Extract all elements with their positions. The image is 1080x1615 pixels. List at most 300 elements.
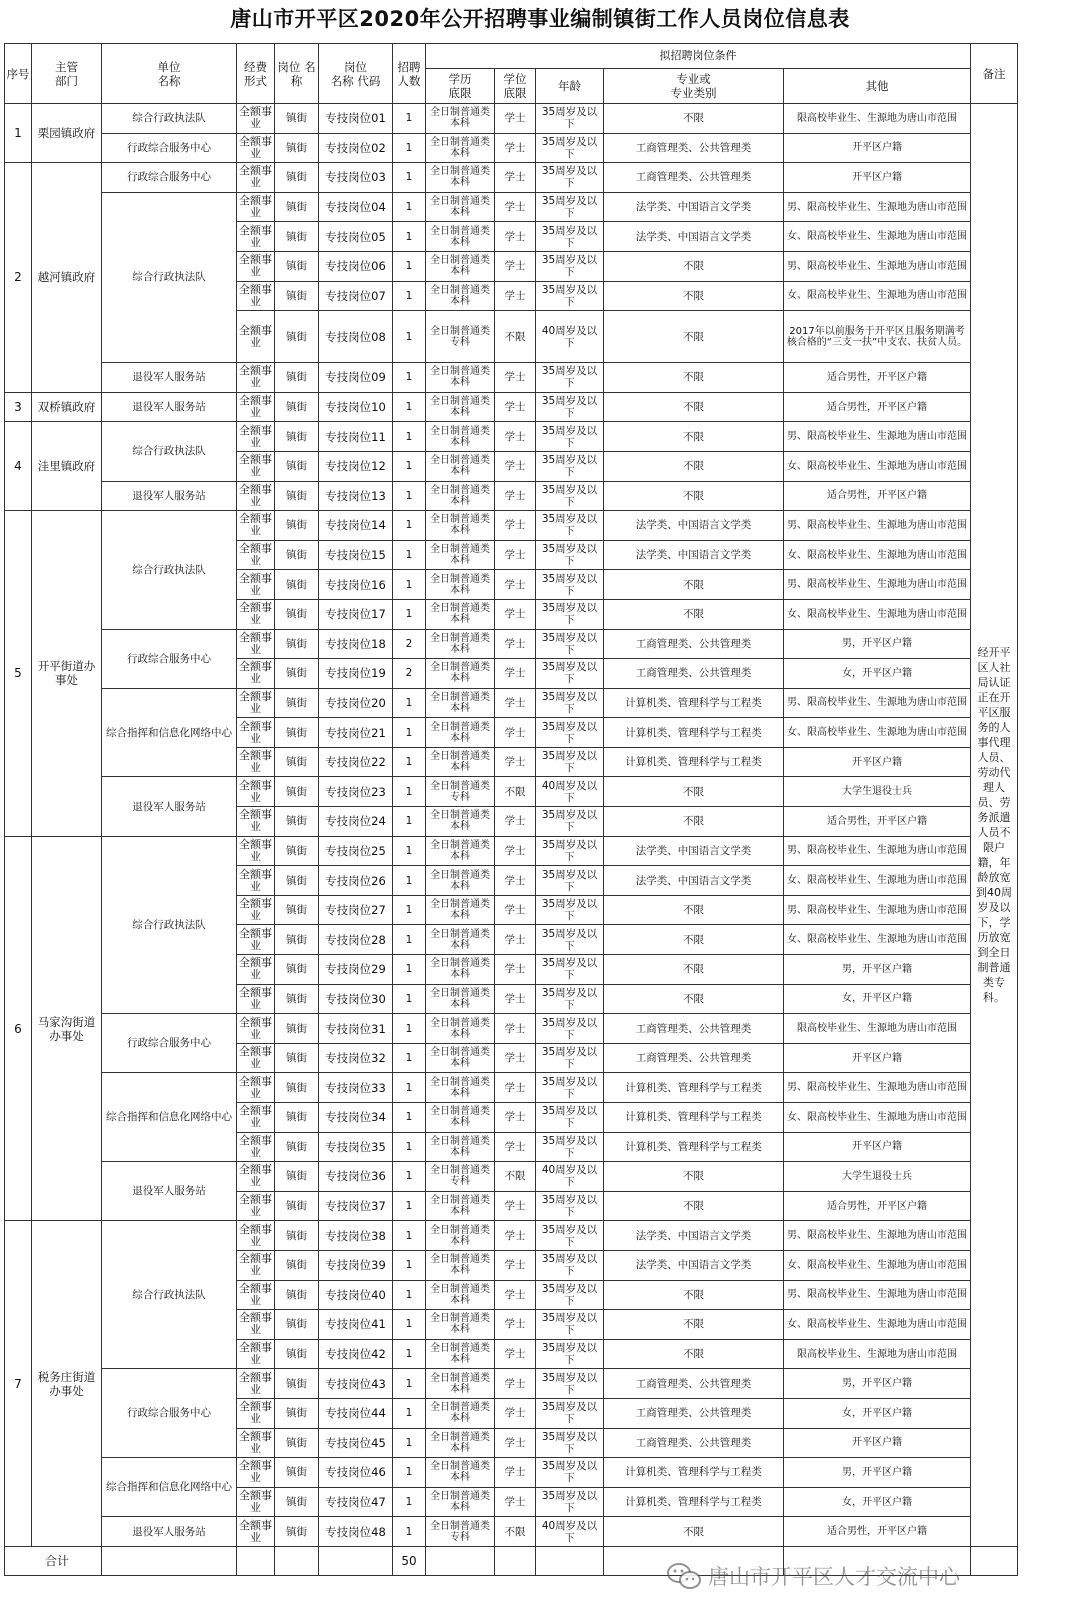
row-post-name: 镇街 bbox=[275, 807, 319, 837]
row-count: 2 bbox=[393, 629, 426, 659]
table-row bbox=[5, 777, 1018, 807]
row-post-code: 专技岗位02 bbox=[319, 133, 393, 163]
row-major: 工商管理类、公共管理类 bbox=[604, 133, 784, 163]
row-other: 2017年以前服务于开平区且服务期满考核合格的“三支一扶”中支农、扶贫人员。 bbox=[784, 311, 971, 363]
header-unit-text: 单位 名称 bbox=[157, 59, 181, 88]
row-edu: 全日制普通类本科 bbox=[426, 807, 495, 837]
row-degree: 学士 bbox=[495, 163, 536, 193]
row-other: 男、限高校毕业生、生源地为唐山市范围 bbox=[784, 251, 971, 281]
row-post-code: 专技岗位31 bbox=[319, 1014, 393, 1044]
row-funding: 全额事业 bbox=[237, 1250, 275, 1280]
row-unit: 行政综合服务中心 bbox=[102, 163, 237, 193]
row-post-name: 镇街 bbox=[275, 1428, 319, 1458]
row-degree: 学士 bbox=[495, 1487, 536, 1517]
row-post-name: 镇街 bbox=[275, 659, 319, 689]
row-degree: 学士 bbox=[495, 718, 536, 748]
table-row bbox=[5, 629, 1018, 659]
table-row bbox=[5, 1458, 1018, 1488]
row-unit: 行政综合服务中心 bbox=[102, 629, 237, 688]
table-row bbox=[5, 1221, 1018, 1251]
table-row bbox=[5, 836, 1018, 866]
row-major: 不限 bbox=[604, 955, 784, 985]
row-age: 35周岁及以下 bbox=[536, 1339, 604, 1369]
row-post-name: 镇街 bbox=[275, 192, 319, 222]
row-edu: 全日制普通类专科 bbox=[426, 1162, 495, 1192]
row-major: 计算机类、管理科学与工程类 bbox=[604, 747, 784, 777]
row-age: 35周岁及以下 bbox=[536, 984, 604, 1014]
row-other: 适合男性，开平区户籍 bbox=[784, 1191, 971, 1221]
row-age: 35周岁及以下 bbox=[536, 1369, 604, 1399]
header-degree-text: 学位 底限 bbox=[503, 72, 527, 100]
row-edu: 全日制普通类本科 bbox=[426, 1428, 495, 1458]
row-seq: 3 bbox=[5, 392, 32, 422]
row-age: 35周岁及以下 bbox=[536, 104, 604, 134]
row-major: 法学类、中国语言文学类 bbox=[604, 511, 784, 541]
row-degree: 学士 bbox=[495, 1014, 536, 1044]
row-post-name: 镇街 bbox=[275, 1250, 319, 1280]
row-degree: 学士 bbox=[495, 1339, 536, 1369]
row-age: 35周岁及以下 bbox=[536, 955, 604, 985]
row-other: 男、限高校毕业生、生源地为唐山市范围 bbox=[784, 1073, 971, 1103]
row-edu: 全日制普通类本科 bbox=[426, 895, 495, 925]
row-post-name: 镇街 bbox=[275, 511, 319, 541]
table-row bbox=[5, 688, 1018, 718]
row-edu: 全日制普通类本科 bbox=[426, 1014, 495, 1044]
row-major: 不限 bbox=[604, 570, 784, 600]
row-unit: 综合行政执法队 bbox=[102, 511, 237, 629]
row-post-name: 镇街 bbox=[275, 1339, 319, 1369]
row-major: 工商管理类、公共管理类 bbox=[604, 163, 784, 193]
row-major: 不限 bbox=[604, 1191, 784, 1221]
remark-cell bbox=[971, 104, 1018, 1547]
row-major: 不限 bbox=[604, 451, 784, 481]
row-major: 不限 bbox=[604, 807, 784, 837]
row-post-code: 专技岗位15 bbox=[319, 540, 393, 570]
row-edu: 全日制普通类本科 bbox=[426, 1339, 495, 1369]
row-degree: 学士 bbox=[495, 192, 536, 222]
row-major: 法学类、中国语言文学类 bbox=[604, 222, 784, 252]
row-age: 35周岁及以下 bbox=[536, 688, 604, 718]
row-unit: 综合行政执法队 bbox=[102, 422, 237, 481]
row-count: 1 bbox=[393, 1339, 426, 1369]
row-post-name: 镇街 bbox=[275, 866, 319, 896]
row-major: 计算机类、管理科学与工程类 bbox=[604, 1132, 784, 1162]
table-row bbox=[5, 1517, 1018, 1547]
row-other: 适合男性，开平区户籍 bbox=[784, 363, 971, 393]
row-count: 1 bbox=[393, 1250, 426, 1280]
row-degree: 学士 bbox=[495, 540, 536, 570]
row-post-code: 专技岗位36 bbox=[319, 1162, 393, 1192]
header-edu-text: 学历 底限 bbox=[448, 72, 472, 100]
total-empty-cell bbox=[102, 1546, 237, 1575]
row-age: 35周岁及以下 bbox=[536, 511, 604, 541]
row-degree: 学士 bbox=[495, 1428, 536, 1458]
row-edu: 全日制普通类本科 bbox=[426, 251, 495, 281]
row-count: 1 bbox=[393, 777, 426, 807]
row-unit: 行政综合服务中心 bbox=[102, 133, 237, 163]
table-row bbox=[5, 104, 1018, 134]
row-count: 1 bbox=[393, 1162, 426, 1192]
row-count: 1 bbox=[393, 1398, 426, 1428]
row-post-code: 专技岗位19 bbox=[319, 659, 393, 689]
row-edu: 全日制普通类本科 bbox=[426, 422, 495, 452]
row-other: 男，开平区户籍 bbox=[784, 955, 971, 985]
row-post-code: 专技岗位39 bbox=[319, 1250, 393, 1280]
row-degree: 学士 bbox=[495, 836, 536, 866]
row-edu: 全日制普通类本科 bbox=[426, 281, 495, 311]
row-funding: 全额事业 bbox=[237, 1517, 275, 1547]
row-post-code: 专技岗位20 bbox=[319, 688, 393, 718]
row-seq: 5 bbox=[5, 511, 32, 837]
row-other: 女，开平区户籍 bbox=[784, 659, 971, 689]
row-major: 不限 bbox=[604, 1517, 784, 1547]
row-funding: 全额事业 bbox=[237, 925, 275, 955]
row-edu: 全日制普通类本科 bbox=[426, 192, 495, 222]
table-row bbox=[5, 1162, 1018, 1192]
row-major: 不限 bbox=[604, 1310, 784, 1340]
row-post-name: 镇街 bbox=[275, 1103, 319, 1133]
row-edu: 全日制普通类本科 bbox=[426, 1487, 495, 1517]
row-other: 男、限高校毕业生、生源地为唐山市范围 bbox=[784, 895, 971, 925]
row-post-code: 专技岗位38 bbox=[319, 1221, 393, 1251]
row-funding: 全额事业 bbox=[237, 1487, 275, 1517]
row-post-code: 专技岗位16 bbox=[319, 570, 393, 600]
row-post-name: 镇街 bbox=[275, 133, 319, 163]
header-major-text: 专业或 专业类别 bbox=[670, 72, 717, 100]
row-post-name: 镇街 bbox=[275, 1369, 319, 1399]
header-degree bbox=[495, 69, 536, 104]
row-degree: 学士 bbox=[495, 1132, 536, 1162]
row-age: 40周岁及以下 bbox=[536, 1517, 604, 1547]
total-empty-cell bbox=[495, 1546, 536, 1575]
header-dept bbox=[32, 44, 102, 104]
row-count: 1 bbox=[393, 481, 426, 511]
row-post-code: 专技岗位24 bbox=[319, 807, 393, 837]
row-post-name: 镇街 bbox=[275, 1310, 319, 1340]
row-edu: 全日制普通类专科 bbox=[426, 777, 495, 807]
row-unit: 综合指挥和信息化网络中心 bbox=[102, 1073, 237, 1162]
row-other: 女、限高校毕业生、生源地为唐山市范围 bbox=[784, 1310, 971, 1340]
row-age: 35周岁及以下 bbox=[536, 1428, 604, 1458]
row-other: 开平区户籍 bbox=[784, 1043, 971, 1073]
row-age: 35周岁及以下 bbox=[536, 163, 604, 193]
row-other: 适合男性，开平区户籍 bbox=[784, 807, 971, 837]
row-other: 女、限高校毕业生、生源地为唐山市范围 bbox=[784, 1250, 971, 1280]
row-post-name: 镇街 bbox=[275, 1162, 319, 1192]
row-other: 女，开平区户籍 bbox=[784, 1487, 971, 1517]
wechat-icon bbox=[666, 1561, 702, 1591]
table-row bbox=[5, 422, 1018, 452]
row-post-name: 镇街 bbox=[275, 895, 319, 925]
row-degree: 学士 bbox=[495, 422, 536, 452]
row-age: 35周岁及以下 bbox=[536, 718, 604, 748]
row-count: 1 bbox=[393, 1280, 426, 1310]
header-post-name bbox=[275, 44, 319, 104]
row-degree: 学士 bbox=[495, 747, 536, 777]
row-edu: 全日制普通类本科 bbox=[426, 599, 495, 629]
row-other: 开平区户籍 bbox=[784, 163, 971, 193]
row-post-code: 专技岗位21 bbox=[319, 718, 393, 748]
row-degree: 学士 bbox=[495, 570, 536, 600]
row-other: 女、限高校毕业生、生源地为唐山市范围 bbox=[784, 718, 971, 748]
row-other: 适合男性，开平区户籍 bbox=[784, 481, 971, 511]
row-major: 不限 bbox=[604, 422, 784, 452]
row-edu: 全日制普通类本科 bbox=[426, 1280, 495, 1310]
row-other: 女、限高校毕业生、生源地为唐山市范围 bbox=[784, 866, 971, 896]
row-age: 40周岁及以下 bbox=[536, 1162, 604, 1192]
row-age: 35周岁及以下 bbox=[536, 1103, 604, 1133]
row-degree: 学士 bbox=[495, 659, 536, 689]
row-age: 35周岁及以下 bbox=[536, 866, 604, 896]
row-post-code: 专技岗位17 bbox=[319, 599, 393, 629]
recruitment-table bbox=[4, 43, 1018, 1576]
row-age: 35周岁及以下 bbox=[536, 1014, 604, 1044]
row-count: 1 bbox=[393, 955, 426, 985]
total-count: 50 bbox=[393, 1546, 426, 1575]
row-degree: 学士 bbox=[495, 1043, 536, 1073]
row-count: 1 bbox=[393, 1517, 426, 1547]
row-seq: 4 bbox=[5, 422, 32, 511]
row-post-code: 专技岗位09 bbox=[319, 363, 393, 393]
row-major: 不限 bbox=[604, 363, 784, 393]
row-post-name: 镇街 bbox=[275, 251, 319, 281]
row-funding: 全额事业 bbox=[237, 1191, 275, 1221]
header-funding bbox=[237, 44, 275, 104]
row-edu: 全日制普通类本科 bbox=[426, 629, 495, 659]
row-edu: 全日制普通类本科 bbox=[426, 688, 495, 718]
row-count: 1 bbox=[393, 807, 426, 837]
row-age: 35周岁及以下 bbox=[536, 222, 604, 252]
row-funding: 全额事业 bbox=[237, 392, 275, 422]
row-post-name: 镇街 bbox=[275, 599, 319, 629]
row-post-name: 镇街 bbox=[275, 1073, 319, 1103]
row-age: 35周岁及以下 bbox=[536, 1310, 604, 1340]
row-degree: 不限 bbox=[495, 1162, 536, 1192]
row-post-code: 专技岗位45 bbox=[319, 1428, 393, 1458]
row-funding: 全额事业 bbox=[237, 807, 275, 837]
row-edu: 全日制普通类本科 bbox=[426, 1221, 495, 1251]
row-post-name: 镇街 bbox=[275, 984, 319, 1014]
row-degree: 学士 bbox=[495, 1073, 536, 1103]
row-edu: 全日制普通类本科 bbox=[426, 451, 495, 481]
row-age: 35周岁及以下 bbox=[536, 925, 604, 955]
row-count: 1 bbox=[393, 363, 426, 393]
row-post-code: 专技岗位28 bbox=[319, 925, 393, 955]
header-unit bbox=[102, 44, 237, 104]
row-post-code: 专技岗位06 bbox=[319, 251, 393, 281]
row-other: 女、限高校毕业生、生源地为唐山市范围 bbox=[784, 451, 971, 481]
row-age: 40周岁及以下 bbox=[536, 777, 604, 807]
row-funding: 全额事业 bbox=[237, 363, 275, 393]
row-major: 不限 bbox=[604, 1339, 784, 1369]
row-post-name: 镇街 bbox=[275, 570, 319, 600]
row-funding: 全额事业 bbox=[237, 629, 275, 659]
row-funding: 全额事业 bbox=[237, 1103, 275, 1133]
row-major: 计算机类、管理科学与工程类 bbox=[604, 688, 784, 718]
row-post-name: 镇街 bbox=[275, 422, 319, 452]
row-post-code: 专技岗位11 bbox=[319, 422, 393, 452]
row-post-name: 镇街 bbox=[275, 1517, 319, 1547]
row-post-name: 镇街 bbox=[275, 747, 319, 777]
row-funding: 全额事业 bbox=[237, 1458, 275, 1488]
row-funding: 全额事业 bbox=[237, 866, 275, 896]
row-count: 1 bbox=[393, 895, 426, 925]
row-major: 工商管理类、公共管理类 bbox=[604, 659, 784, 689]
row-funding: 全额事业 bbox=[237, 599, 275, 629]
row-funding: 全额事业 bbox=[237, 163, 275, 193]
row-edu: 全日制普通类本科 bbox=[426, 1103, 495, 1133]
row-unit: 综合指挥和信息化网络中心 bbox=[102, 688, 237, 777]
row-other: 女、限高校毕业生、生源地为唐山市范围 bbox=[784, 222, 971, 252]
row-funding: 全额事业 bbox=[237, 451, 275, 481]
row-funding: 全额事业 bbox=[237, 133, 275, 163]
row-degree: 学士 bbox=[495, 511, 536, 541]
row-post-code: 专技岗位12 bbox=[319, 451, 393, 481]
row-major: 法学类、中国语言文学类 bbox=[604, 836, 784, 866]
header-seq: 序号 bbox=[5, 44, 32, 104]
row-funding: 全额事业 bbox=[237, 192, 275, 222]
row-funding: 全额事业 bbox=[237, 1369, 275, 1399]
total-empty-cell bbox=[426, 1546, 495, 1575]
row-count: 1 bbox=[393, 104, 426, 134]
row-degree: 不限 bbox=[495, 1517, 536, 1547]
row-count: 1 bbox=[393, 1043, 426, 1073]
row-age: 35周岁及以下 bbox=[536, 1043, 604, 1073]
row-degree: 学士 bbox=[495, 955, 536, 985]
row-other: 适合男性，开平区户籍 bbox=[784, 1517, 971, 1547]
row-degree: 学士 bbox=[495, 807, 536, 837]
row-count: 1 bbox=[393, 222, 426, 252]
watermark bbox=[666, 1558, 1066, 1594]
row-other: 男、限高校毕业生、生源地为唐山市范围 bbox=[784, 570, 971, 600]
row-count: 1 bbox=[393, 836, 426, 866]
row-edu: 全日制普通类本科 bbox=[426, 1073, 495, 1103]
row-post-name: 镇街 bbox=[275, 1132, 319, 1162]
table-row bbox=[5, 363, 1018, 393]
row-post-code: 专技岗位18 bbox=[319, 629, 393, 659]
row-degree: 不限 bbox=[495, 311, 536, 363]
row-other: 开平区户籍 bbox=[784, 133, 971, 163]
row-unit: 退役军人服务站 bbox=[102, 392, 237, 422]
row-count: 1 bbox=[393, 688, 426, 718]
row-seq: 7 bbox=[5, 1221, 32, 1547]
row-funding: 全额事业 bbox=[237, 777, 275, 807]
row-seq: 1 bbox=[5, 104, 32, 163]
row-edu: 全日制普通类本科 bbox=[426, 1398, 495, 1428]
row-post-code: 专技岗位08 bbox=[319, 311, 393, 363]
row-funding: 全额事业 bbox=[237, 1398, 275, 1428]
row-major: 不限 bbox=[604, 251, 784, 281]
row-age: 35周岁及以下 bbox=[536, 451, 604, 481]
row-other: 女、限高校毕业生、生源地为唐山市范围 bbox=[784, 599, 971, 629]
row-unit: 退役军人服务站 bbox=[102, 1517, 237, 1547]
row-count: 1 bbox=[393, 1103, 426, 1133]
row-count: 1 bbox=[393, 540, 426, 570]
row-edu: 全日制普通类本科 bbox=[426, 1250, 495, 1280]
row-count: 1 bbox=[393, 866, 426, 896]
row-post-code: 专技岗位05 bbox=[319, 222, 393, 252]
row-edu: 全日制普通类本科 bbox=[426, 1132, 495, 1162]
row-count: 1 bbox=[393, 192, 426, 222]
row-other: 男、限高校毕业生、生源地为唐山市范围 bbox=[784, 192, 971, 222]
row-funding: 全额事业 bbox=[237, 422, 275, 452]
row-edu: 全日制普通类本科 bbox=[426, 163, 495, 193]
row-degree: 学士 bbox=[495, 281, 536, 311]
row-post-name: 镇街 bbox=[275, 777, 319, 807]
row-major: 计算机类、管理科学与工程类 bbox=[604, 1458, 784, 1488]
row-funding: 全额事业 bbox=[237, 540, 275, 570]
table-row bbox=[5, 133, 1018, 163]
row-major: 不限 bbox=[604, 104, 784, 134]
row-count: 1 bbox=[393, 925, 426, 955]
watermark-text: 唐山市开平区人才交流中心 bbox=[708, 1565, 960, 1589]
row-edu: 全日制普通类本科 bbox=[426, 392, 495, 422]
row-post-name: 镇街 bbox=[275, 1191, 319, 1221]
row-post-code: 专技岗位41 bbox=[319, 1310, 393, 1340]
row-funding: 全额事业 bbox=[237, 1014, 275, 1044]
row-post-code: 专技岗位35 bbox=[319, 1132, 393, 1162]
row-degree: 学士 bbox=[495, 1398, 536, 1428]
row-post-code: 专技岗位43 bbox=[319, 1369, 393, 1399]
row-other: 女、限高校毕业生、生源地为唐山市范围 bbox=[784, 281, 971, 311]
row-seq: 2 bbox=[5, 163, 32, 393]
row-other: 男、限高校毕业生、生源地为唐山市范围 bbox=[784, 422, 971, 452]
table-row bbox=[5, 1014, 1018, 1044]
row-major: 工商管理类、公共管理类 bbox=[604, 1398, 784, 1428]
row-post-name: 镇街 bbox=[275, 540, 319, 570]
row-degree: 学士 bbox=[495, 133, 536, 163]
row-funding: 全额事业 bbox=[237, 481, 275, 511]
row-degree: 学士 bbox=[495, 688, 536, 718]
row-post-name: 镇街 bbox=[275, 1487, 319, 1517]
row-edu: 全日制普通类本科 bbox=[426, 363, 495, 393]
row-other: 男、限高校毕业生、生源地为唐山市范围 bbox=[784, 1221, 971, 1251]
row-unit: 行政综合服务中心 bbox=[102, 1014, 237, 1073]
row-unit: 综合行政执法队 bbox=[102, 104, 237, 134]
row-count: 1 bbox=[393, 1132, 426, 1162]
row-seq: 6 bbox=[5, 836, 32, 1221]
row-major: 法学类、中国语言文学类 bbox=[604, 1221, 784, 1251]
row-edu: 全日制普通类本科 bbox=[426, 511, 495, 541]
row-count: 1 bbox=[393, 311, 426, 363]
row-other: 男，开平区户籍 bbox=[784, 629, 971, 659]
row-funding: 全额事业 bbox=[237, 1310, 275, 1340]
row-dept: 越河镇政府 bbox=[32, 163, 102, 393]
row-age: 35周岁及以下 bbox=[536, 629, 604, 659]
row-edu: 全日制普通类专科 bbox=[426, 311, 495, 363]
row-age: 35周岁及以下 bbox=[536, 251, 604, 281]
row-post-name: 镇街 bbox=[275, 392, 319, 422]
row-post-name: 镇街 bbox=[275, 925, 319, 955]
row-degree: 学士 bbox=[495, 629, 536, 659]
row-funding: 全额事业 bbox=[237, 1339, 275, 1369]
row-degree: 学士 bbox=[495, 599, 536, 629]
row-funding: 全额事业 bbox=[237, 222, 275, 252]
row-edu: 全日制普通类本科 bbox=[426, 540, 495, 570]
header-funding-text: 经费 形式 bbox=[244, 59, 267, 88]
row-post-name: 镇街 bbox=[275, 1280, 319, 1310]
row-dept: 双桥镇政府 bbox=[32, 392, 102, 422]
row-post-name: 镇街 bbox=[275, 688, 319, 718]
row-post-name: 镇街 bbox=[275, 311, 319, 363]
row-post-name: 镇街 bbox=[275, 836, 319, 866]
header-post-name-text: 岗位 名 称 bbox=[277, 59, 316, 88]
row-funding: 全额事业 bbox=[237, 955, 275, 985]
row-age: 35周岁及以下 bbox=[536, 836, 604, 866]
row-major: 计算机类、管理科学与工程类 bbox=[604, 1487, 784, 1517]
row-other: 大学生退役士兵 bbox=[784, 777, 971, 807]
row-age: 35周岁及以下 bbox=[536, 133, 604, 163]
